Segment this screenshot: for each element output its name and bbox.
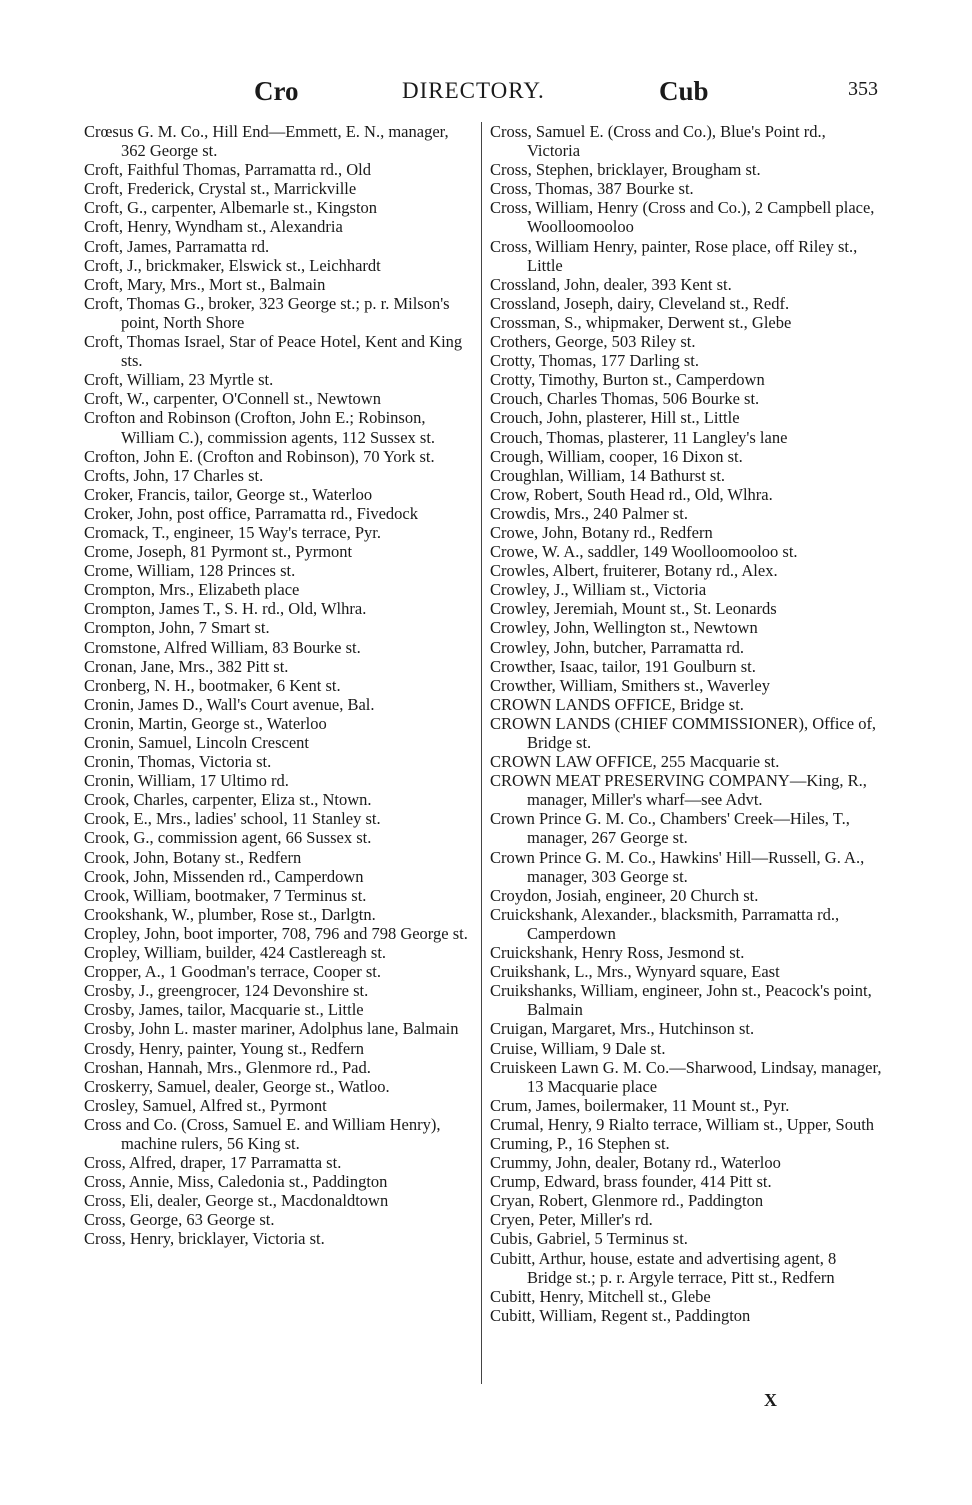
directory-entry: Crowe, W. A., saddler, 149 Woolloomooloo st. bbox=[490, 542, 798, 562]
directory-entry: Croft, W., carpenter, O'Connell st., Newtown bbox=[84, 389, 381, 409]
directory-entry: Crowley, John, butcher, Parramatta rd. bbox=[490, 637, 744, 657]
directory-entry: Crofton and Robinson (Crofton, John E.; Robinson, William C.), commission agents, 112 Sussex st. bbox=[84, 408, 436, 447]
page-header bbox=[84, 76, 884, 112]
directory-entry: Cross and Co. (Cross, Samuel E. and William Henry), machine rulers, 56 King st. bbox=[84, 1114, 441, 1153]
directory-entry: Crosby, James, tailor, Macquarie st., Little bbox=[84, 1000, 364, 1020]
directory-entry: Cropley, John, boot importer, 708, 796 and 798 George st. bbox=[84, 923, 468, 943]
directory-entry: Croughlan, William, 14 Bathurst st. bbox=[490, 465, 726, 485]
directory-entry: Cross, Stephen, bricklayer, Brougham st. bbox=[490, 160, 761, 180]
directory-entry: Crummy, John, dealer, Botany rd., Waterloo bbox=[490, 1153, 781, 1173]
directory-entry: Crum, James, boilermaker, 11 Mount st., Pyr. bbox=[490, 1095, 790, 1115]
directory-entry: Crofts, John, 17 Charles st. bbox=[84, 465, 264, 485]
directory-entry: Cromack, T., engineer, 15 Way's terrace, Pyr. bbox=[84, 522, 381, 542]
directory-entry: Cross, Eli, dealer, George st., Macdonaldtown bbox=[84, 1191, 389, 1211]
directory-entry: Crook, William, bootmaker, 7 Terminus st. bbox=[84, 885, 367, 905]
directory-entry: Croft, Thomas Israel, Star of Peace Hotel, Kent and King sts. bbox=[84, 332, 463, 371]
directory-entry: Crompton, John, 7 Smart st. bbox=[84, 618, 270, 638]
directory-entry: CROWN LAW OFFICE, 255 Macquarie st. bbox=[490, 752, 780, 772]
directory-entry: Cubitt, Arthur, house, estate and advertising agent, 8 Bridge st.; p. r. Argyle terrace, Pitt st., Redfern bbox=[490, 1248, 837, 1287]
directory-entry: Cubis, Gabriel, 5 Terminus st. bbox=[490, 1229, 688, 1249]
directory-entry: Crowther, Isaac, tailor, 191 Goulburn st. bbox=[490, 656, 756, 676]
directory-entry: Cropley, William, builder, 424 Castlereagh st. bbox=[84, 943, 387, 963]
header-left-guide-word: Cro bbox=[254, 76, 299, 106]
directory-entry: Crome, William, 128 Princes st. bbox=[84, 561, 296, 581]
directory-entry: Crouch, John, plasterer, Hill st., Little bbox=[490, 408, 740, 428]
directory-entry: Crothers, George, 503 Riley st. bbox=[490, 332, 696, 352]
directory-entry: Croft, William, 23 Myrtle st. bbox=[84, 370, 274, 390]
directory-entry: Cubitt, William, Regent st., Paddington bbox=[490, 1305, 751, 1325]
column-divider bbox=[481, 122, 482, 1384]
directory-entry: Cronin, Thomas, Victoria st. bbox=[84, 752, 272, 772]
directory-entry: Crossland, Joseph, dairy, Cleveland st., Redf. bbox=[490, 293, 790, 313]
directory-entry: Croydon, Josiah, engineer, 20 Church st. bbox=[490, 885, 759, 905]
directory-entry: Cryen, Peter, Miller's rd. bbox=[490, 1210, 653, 1230]
directory-entry: Croft, Frederick, Crystal st., Marrickville bbox=[84, 179, 357, 199]
directory-entry: Croft, Thomas G., broker, 323 George st.; p. r. Milson's point, North Shore bbox=[84, 293, 450, 332]
directory-entry: Crosby, J., greengrocer, 124 Devonshire st. bbox=[84, 981, 369, 1001]
directory-entry: Crofton, John E. (Crofton and Robinson), 70 York st. bbox=[84, 446, 435, 466]
directory-entry: Cronin, Samuel, Lincoln Crescent bbox=[84, 733, 309, 752]
directory-entry: Crough, William, cooper, 16 Dixon st. bbox=[490, 446, 743, 466]
directory-entry: Cruickshank, Henry Ross, Jesmond st. bbox=[490, 943, 745, 963]
directory-entry: Cromstone, Alfred William, 83 Bourke st. bbox=[84, 637, 361, 657]
signature-mark: X bbox=[764, 1390, 777, 1410]
directory-entry: Crown Prince G. M. Co., Hawkins' Hill—Russell, G. A., manager, 303 George st. bbox=[490, 847, 865, 886]
directory-entry: Crook, John, Botany st., Redfern bbox=[84, 847, 302, 867]
right-column bbox=[490, 122, 882, 1325]
directory-entry: Cruigan, Margaret, Mrs., Hutchinson st. bbox=[490, 1019, 755, 1039]
directory-entry: Crowley, Jeremiah, Mount st., St. Leonards bbox=[490, 599, 777, 619]
directory-entry: Cross, Samuel E. (Cross and Co.), Blue's Point rd., Victoria bbox=[490, 122, 826, 161]
directory-entry: Crook, G., commission agent, 66 Sussex st. bbox=[84, 828, 372, 848]
directory-entry: Crook, Charles, carpenter, Eliza st., Ntown. bbox=[84, 790, 372, 810]
directory-entry: Crouch, Thomas, plasterer, 11 Langley's lane bbox=[490, 427, 788, 447]
directory-entry: Cross, William, Henry (Cross and Co.), 2 Campbell place, Woolloomooloo bbox=[490, 198, 875, 237]
directory-entry: Crotty, Thomas, 177 Darling st. bbox=[490, 351, 699, 371]
directory-entry: Cruise, William, 9 Dale st. bbox=[490, 1038, 666, 1058]
directory-entry: Cross, Thomas, 387 Bourke st. bbox=[490, 179, 694, 199]
directory-entry: Crowley, John, Wellington st., Newtown bbox=[490, 618, 758, 638]
directory-entry: Cronin, James D., Wall's Court avenue, Bal. bbox=[84, 694, 375, 714]
directory-entry: Crowther, William, Smithers st., Waverley bbox=[490, 675, 770, 695]
directory-entry: Croskerry, Samuel, dealer, George st., Watloo. bbox=[84, 1076, 390, 1096]
directory-entry: Crompton, James T., S. H. rd., Old, Wlhra. bbox=[84, 599, 367, 619]
directory-entry: Cronin, William, 17 Ultimo rd. bbox=[84, 771, 289, 791]
directory-entry: Cross, William Henry, painter, Rose place, off Riley st., Little bbox=[490, 236, 858, 275]
directory-entry: Crosdy, Henry, painter, Young st., Redfern bbox=[84, 1038, 364, 1058]
directory-entry: Cross, George, 63 George st. bbox=[84, 1210, 275, 1230]
page-number: 353 bbox=[848, 78, 878, 100]
directory-entry: Cross, Henry, bricklayer, Victoria st. bbox=[84, 1229, 325, 1249]
directory-entry: Croft, James, Parramatta rd. bbox=[84, 236, 270, 256]
directory-entry: CROWN LANDS (CHIEF COMMISSIONER), Office of, Bridge st. bbox=[490, 713, 877, 752]
directory-entry: Cross, Alfred, draper, 17 Parramatta st. bbox=[84, 1153, 342, 1173]
directory-entry: Crossman, S., whipmaker, Derwent st., Glebe bbox=[490, 312, 792, 332]
directory-entry: Croft, J., brickmaker, Elswick st., Leichhardt bbox=[84, 255, 381, 275]
directory-entry: Crumal, Henry, 9 Rialto terrace, William st., Upper, South bbox=[490, 1114, 875, 1134]
directory-entry: Crome, Joseph, 81 Pyrmont st., Pyrmont bbox=[84, 542, 353, 562]
directory-entry: Cross, Annie, Miss, Caledonia st., Paddington bbox=[84, 1172, 388, 1192]
directory-entry: Cronberg, N. H., bootmaker, 6 Kent st. bbox=[84, 675, 341, 695]
directory-entry: Croft, Mary, Mrs., Mort st., Balmain bbox=[84, 274, 326, 294]
directory-entry: Crœsus G. M. Co., Hill End—Emmett, E. N., manager, 362 George st. bbox=[84, 122, 449, 161]
directory-entry: Crowe, John, Botany rd., Redfern bbox=[490, 522, 713, 542]
directory-entry: Crown Prince G. M. Co., Chambers' Creek—Hiles, T., manager, 267 George st. bbox=[490, 809, 850, 848]
header-title: DIRECTORY. bbox=[402, 78, 545, 103]
directory-entry: Croker, Francis, tailor, George st., Waterloo bbox=[84, 484, 373, 504]
directory-entry: Cruming, P., 16 Stephen st. bbox=[490, 1133, 670, 1153]
directory-entry: Cronan, Jane, Mrs., 382 Pitt st. bbox=[84, 656, 289, 676]
directory-entry: Crotty, Timothy, Burton st., Camperdown bbox=[490, 370, 765, 390]
directory-entry: Crook, John, Missenden rd., Camperdown bbox=[84, 866, 364, 886]
directory-entry: Crump, Edward, brass founder, 414 Pitt st. bbox=[490, 1172, 772, 1192]
directory-entry: CROWN MEAT PRESERVING COMPANY—King, R., manager, Miller's wharf—see Advt. bbox=[490, 771, 867, 810]
directory-entry: Crowles, Albert, fruiterer, Botany rd., Alex. bbox=[490, 561, 778, 581]
directory-entry: Cubitt, Henry, Mitchell st., Glebe bbox=[490, 1286, 711, 1306]
left-column bbox=[84, 122, 474, 1249]
directory-entry: Croft, Faithful Thomas, Parramatta rd., Old bbox=[84, 160, 372, 180]
directory-entry: Crouch, Charles Thomas, 506 Bourke st. bbox=[490, 389, 760, 409]
directory-entry: Crossland, John, dealer, 393 Kent st. bbox=[490, 274, 732, 294]
header-right-guide-word: Cub bbox=[659, 76, 709, 106]
directory-entry: Cruikshanks, William, engineer, John st., Peacock's point, Balmain bbox=[490, 981, 872, 1020]
directory-entry: Cronin, Martin, George st., Waterloo bbox=[84, 713, 327, 733]
directory-entry: Crompton, Mrs., Elizabeth place bbox=[84, 580, 300, 600]
directory-entry: Cruiskeen Lawn G. M. Co.—Sharwood, Lindsay, manager, 13 Macquarie place bbox=[490, 1057, 882, 1096]
directory-entry: Crookshank, W., plumber, Rose st., Darlgtn. bbox=[84, 904, 376, 924]
directory-entry: Croker, John, post office, Parramatta rd., Fivedock bbox=[84, 503, 418, 523]
directory-entry: Cropper, A., 1 Goodman's terrace, Cooper st. bbox=[84, 962, 381, 982]
directory-entry: CROWN LANDS OFFICE, Bridge st. bbox=[490, 694, 744, 714]
directory-entry: Cryan, Robert, Glenmore rd., Paddington bbox=[490, 1191, 764, 1211]
directory-entry: Crowdis, Mrs., 240 Palmer st. bbox=[490, 503, 688, 523]
directory-entry: Croshan, Hannah, Mrs., Glenmore rd., Pad. bbox=[84, 1057, 371, 1077]
directory-entry: Croft, G., carpenter, Albemarle st., Kingston bbox=[84, 198, 378, 218]
directory-entry: Crow, Robert, South Head rd., Old, Wlhra. bbox=[490, 484, 773, 504]
directory-entry: Crosley, Samuel, Alfred st., Pyrmont bbox=[84, 1095, 327, 1115]
directory-entry: Crook, E., Mrs., ladies' school, 11 Stanley st. bbox=[84, 809, 381, 829]
directory-entry: Crowley, J., William st., Victoria bbox=[490, 580, 707, 600]
directory-entry: Crosby, John L. master mariner, Adolphus lane, Balmain bbox=[84, 1019, 459, 1039]
directory-entry: Cruikshank, L., Mrs., Wynyard square, East bbox=[490, 962, 780, 982]
directory-entry: Cruickshank, Alexander., blacksmith, Parramatta rd., Camperdown bbox=[490, 904, 840, 943]
directory-entry: Croft, Henry, Wyndham st., Alexandria bbox=[84, 217, 343, 237]
